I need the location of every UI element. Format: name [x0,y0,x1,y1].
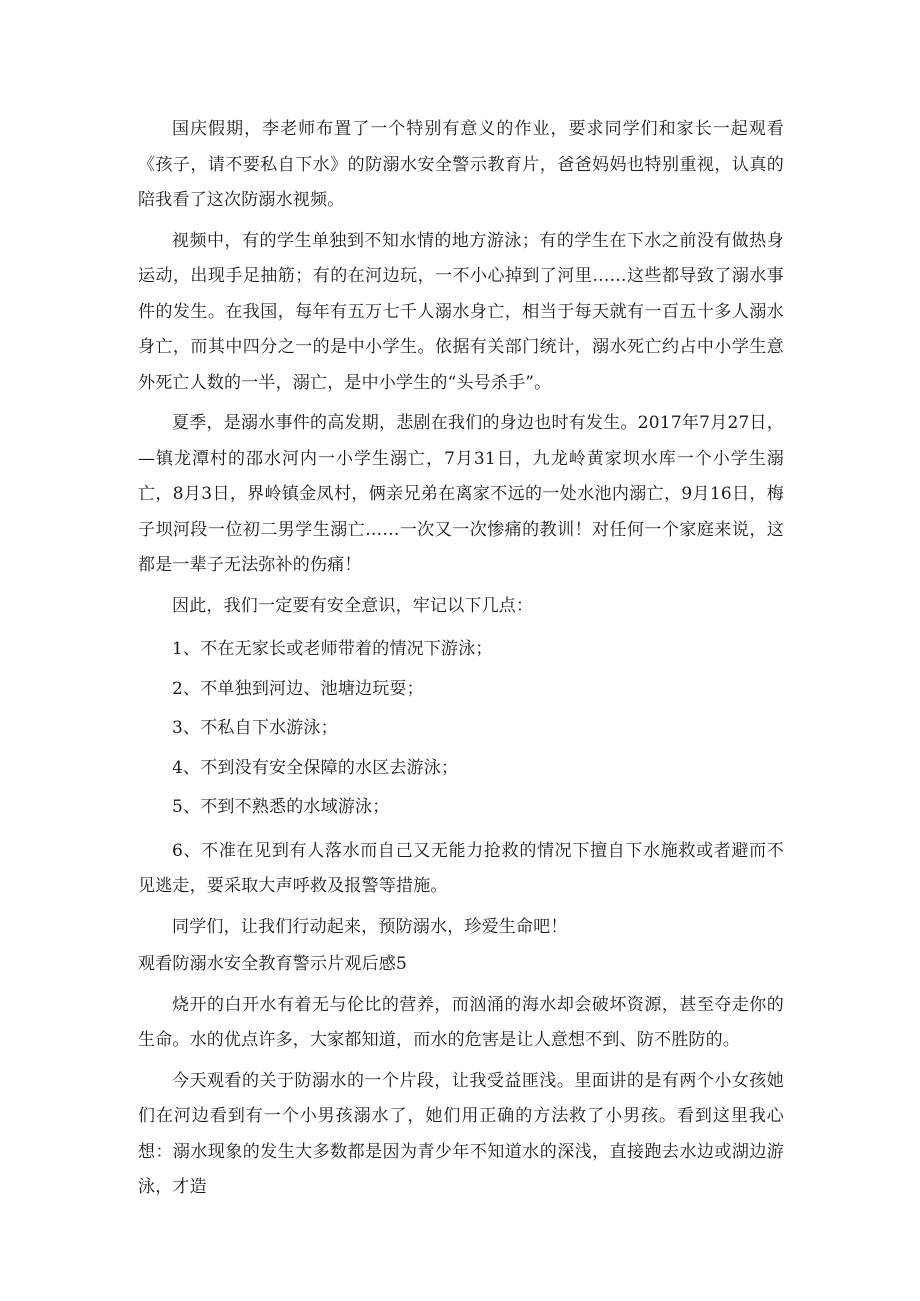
list-item: 1、不在无家长或老师带着的情况下游泳； [172,639,493,659]
list-item: 3、不私自下水游泳； [172,718,338,738]
paragraph-assignment: 国庆假期，李老师布置了一个特别有意义的作业，要求同学们和家长一起观看《孩子，请不要私自下水》的防溺水安全警示教育片，爸爸妈妈也特别重视，认真的陪我看了这次防溺水视频。 [138,119,784,210]
list-item: 4、不到没有安全保障的水区去游泳； [172,757,459,778]
paragraph-water-intro: 烧开的白开水有着无与伦比的营养，而汹涌的海水却会破坏资源，甚至夺走你的生命。水的优点许多，大家都知道，而水的危害是让人意想不到、防不胜防的。 [138,994,784,1050]
paragraph-safety-intro: 因此，我们一定要有安全意识，牢记以下几点： [172,595,534,616]
paragraph-summer-incidents: 夏季，是溺水事件的高发期，悲剧在我们的身边也时有发生。2017年7月27日，—镇龙潭村的邵水河内一小学生溺亡，7月31日，九龙岭黄家坝水库一个小学生溺亡，8月3日，界岭镇金凤村，俩亲兄弟在离家不远的一处水池内溺亡，9月16日，梅子坝河段一位初二男学生溺亡……一次又一次惨痛的教训！对任何一个家庭来说，这都是一辈子无法弥补的伤痛！ [138,413,784,575]
safety-rules-list [138,632,784,826]
paragraph-call-to-action: 同学们，让我们行动起来，预防溺水，珍爱生命吧！ [172,916,568,937]
paragraph-video-fragment: 今天观看的关于防溺水的一个片段，让我受益匪浅。里面讲的是有两个小女孩她们在河边看到有一个小男孩溺水了，她们用正确的方法救了小男孩。看到这里我心想：溺水现象的发生大多数都是因为青少年不知道水的深浅，直接跑去水边或湖边游泳，才造 [138,1070,784,1197]
paragraph-video-content: 视频中，有的学生单独到不知水情的地方游泳；有的学生在下水之前没有做热身运动，出现手足抽筋；有的在河边玩，一不小心掉到了河里……这些都导致了溺水事件的发生。在我国，每年有五万七千人溺水身亡，相当于每天就有一百五十多人溺水身亡，而其中四分之一的是中小学生。依据有关部门统计，溺水死亡约占中小学生意外死亡人数的一半，溺亡，是中小学生的“头号杀手”。 [138,230,784,393]
section-heading: 观看防溺水安全教育警示片观后感5 [138,954,408,974]
paragraph-rule-six: 6、不准在见到有人落水而自己又无能力抢救的情况下擅自下水施救或者避而不见逃走，要采取大声呼救及报警等措施。 [138,840,784,896]
list-item: 2、不单独到河边、池塘边玩耍； [172,678,424,699]
list-item: 5、不到不熟悉的水域游泳； [172,797,390,817]
